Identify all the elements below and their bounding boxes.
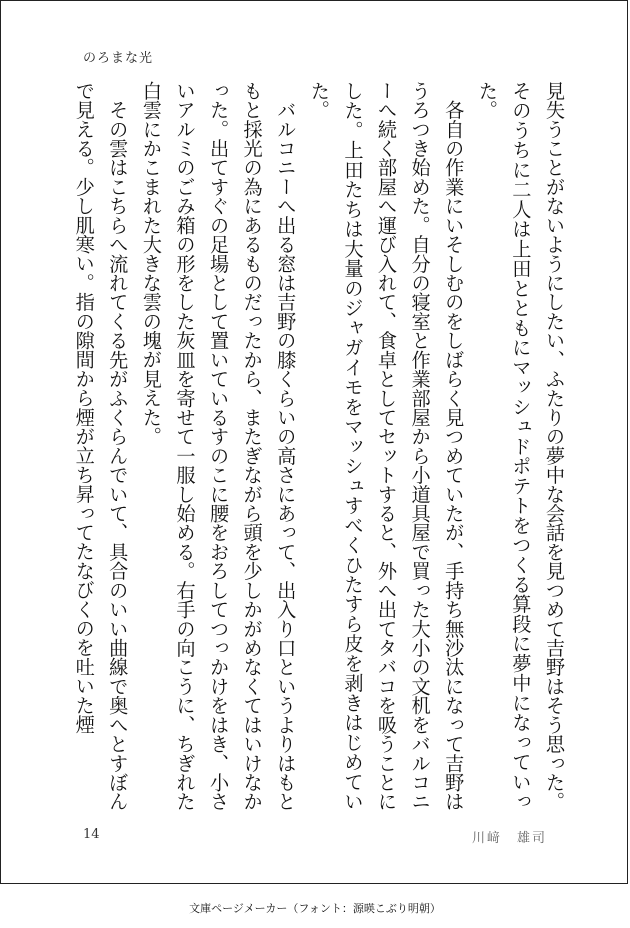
app-caption: 文庫ページメーカー（フォント：源暎こぶり明朝）	[189, 902, 441, 915]
book-title: のろまな光	[83, 51, 154, 66]
paragraph: バルコニーへ出る窓は吉野の膝くらいの高さにあって、出入り口というよりはもともと採光の為にあるものだったから、またぎながら頭を少しかがめなくてはいけなかった。出てすぐの足場として置いているすのこに腰をおろしてつっかけをはき、小さいアルミのごみ箱の形をした灰皿を寄せて一服し始める。右手の向こうに、ちぎれた白雲にかこまれた大きな雲の塊が見えた。	[139, 81, 298, 811]
body-text	[71, 81, 571, 811]
paragraph: 各自の作業にいそしむのをしばらく見つめていたが、手持ち無沙汰になって吉野はうろつき始めた。自分の寝室と作業部屋から小道具屋で買った大小の文机をバルコニーへ続く部屋へ運び入れて、食卓としてセットすると、外へ出てタバコを吸うことにした。上田たちは大量のジャガイモをマッシュすべくひたすら皮を剥きはじめていた。	[307, 81, 466, 811]
page-number: 14	[83, 827, 100, 842]
author-name: 川﨑 雄司	[471, 831, 547, 846]
paragraph: その雲はこちらへ流れてくる先がふくらんでいて、具合のいい曲線で奥へとすぼんで見える。少し肌寒い。指の隙間から煙が立ち昇ってたなびくのを吐いた煙	[72, 81, 130, 811]
paragraph: 見失うことがないようにしたい、ふたりの夢中な会話を見つめて吉野はそう思った。そのうちに二人は上田とともにマッシュドポテトをつくる算段に夢中になっていった。	[475, 81, 566, 811]
